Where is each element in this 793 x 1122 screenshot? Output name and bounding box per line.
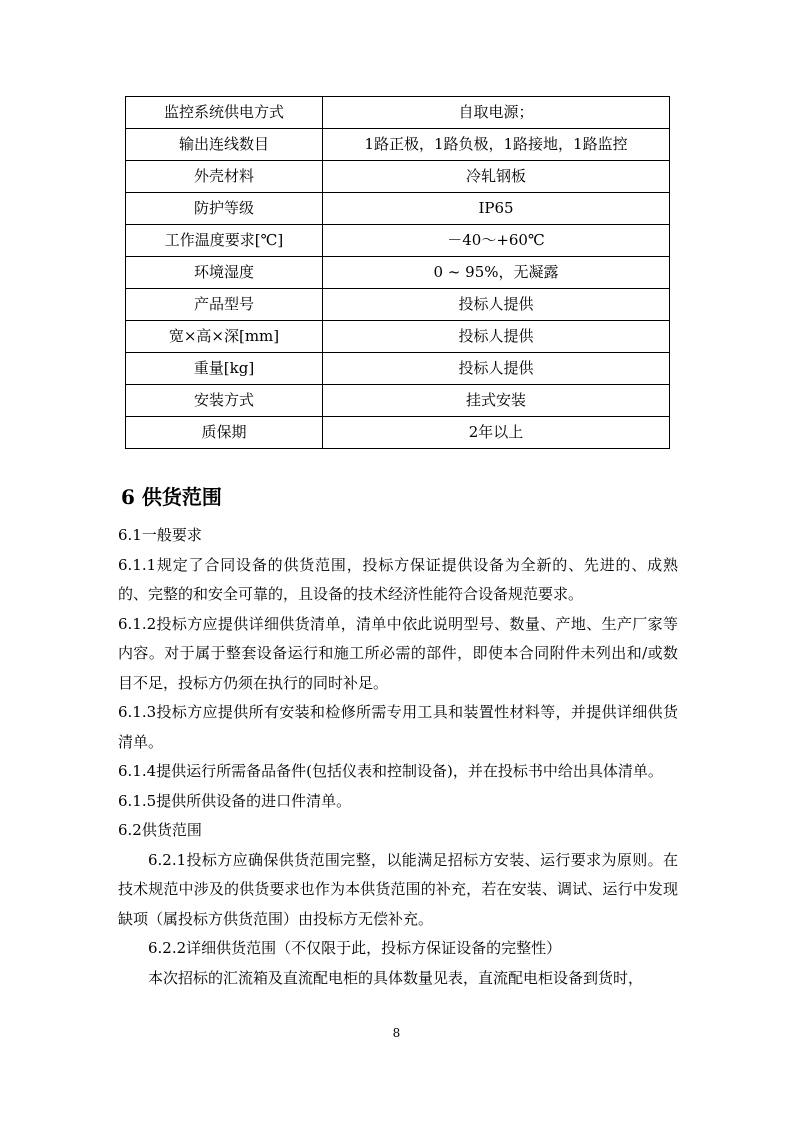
paragraph: 6.1.2投标方应提供详细供货清单，清单中依此说明型号、数量、产地、生产厂家等内容。对于属于整套设备运行和施工所必需的部件，即使本合同附件未列出和/或数目不足，投标方仍须在执行的同时补足。 (118, 614, 678, 692)
row-value: IP65 (323, 193, 670, 225)
table-row (126, 257, 670, 289)
table-row (126, 161, 670, 193)
row-value: 投标人提供 (323, 353, 670, 385)
section-heading: 6 供货范围 (121, 485, 222, 509)
paragraph: 6.1.1规定了合同设备的供货范围，投标方保证提供设备为全新的、先进的、成熟的、完整的和安全可靠的，且设备的技术经济性能符合设备规范要求。 (118, 555, 678, 603)
page-number: 8 (392, 1026, 401, 1040)
row-value: 2年以上 (323, 417, 670, 449)
row-label: 输出连线数目 (126, 129, 323, 161)
table-row (126, 193, 670, 225)
paragraph: 6.1.3投标方应提供所有安装和检修所需专用工具和装置性材料等，并提供详细供货清单。 (118, 703, 678, 751)
table-row (126, 353, 670, 385)
paragraph: 本次招标的汇流箱及直流配电柜的具体数量见表，直流配电柜设备到货时， (148, 968, 644, 987)
row-label: 工作温度要求[℃] (126, 225, 323, 257)
row-label: 宽×高×深[mm] (126, 321, 323, 353)
row-label: 安装方式 (126, 385, 323, 417)
subsection-title: 6.1一般要求 (118, 526, 202, 544)
section-body (118, 521, 678, 993)
row-value: 冷轧钢板 (323, 161, 670, 193)
paragraph: 6.1.5提供所供设备的进口件清单。 (118, 791, 352, 810)
spec-table (125, 96, 670, 449)
row-value: －40～+60℃ (323, 225, 670, 257)
row-label: 重量[kg] (126, 353, 323, 385)
table-row (126, 417, 670, 449)
table-row (126, 225, 670, 257)
paragraph: 6.1.4提供运行所需备品备件(包括仪表和控制设备)，并在投标书中给出具体清单。 (118, 762, 663, 780)
table-row (126, 289, 670, 321)
row-label: 防护等级 (126, 193, 323, 225)
row-label: 环境湿度 (126, 257, 323, 289)
row-value: 投标人提供 (323, 289, 670, 321)
row-label: 产品型号 (126, 289, 323, 321)
subsection-title: 6.2供货范围 (118, 821, 202, 839)
row-value: 挂式安装 (323, 385, 670, 417)
row-value: 1路正极，1路负极，1路接地，1路监控 (323, 129, 670, 161)
table-row (126, 129, 670, 161)
table-row (126, 97, 670, 129)
paragraph: 6.2.1投标方应确保供货范围完整，以能满足招标方安装、运行要求为原则。在技术规范中涉及的供货要求也作为本供货范围的补充，若在安装、调试、运行中发现缺项（属投标方供货范围）由投标方无偿补充。 (118, 850, 678, 928)
row-label: 监控系统供电方式 (126, 97, 323, 129)
table-row (126, 321, 670, 353)
paragraph: 6.2.2详细供货范围（不仅限于此，投标方保证设备的完整性） (148, 939, 562, 957)
row-value: 自取电源； (323, 97, 670, 129)
row-value: 0 ~ 95%，无凝露 (323, 257, 670, 289)
row-label: 质保期 (126, 417, 323, 449)
row-label: 外壳材料 (126, 161, 323, 193)
row-value: 投标人提供 (323, 321, 670, 353)
table-row (126, 385, 670, 417)
